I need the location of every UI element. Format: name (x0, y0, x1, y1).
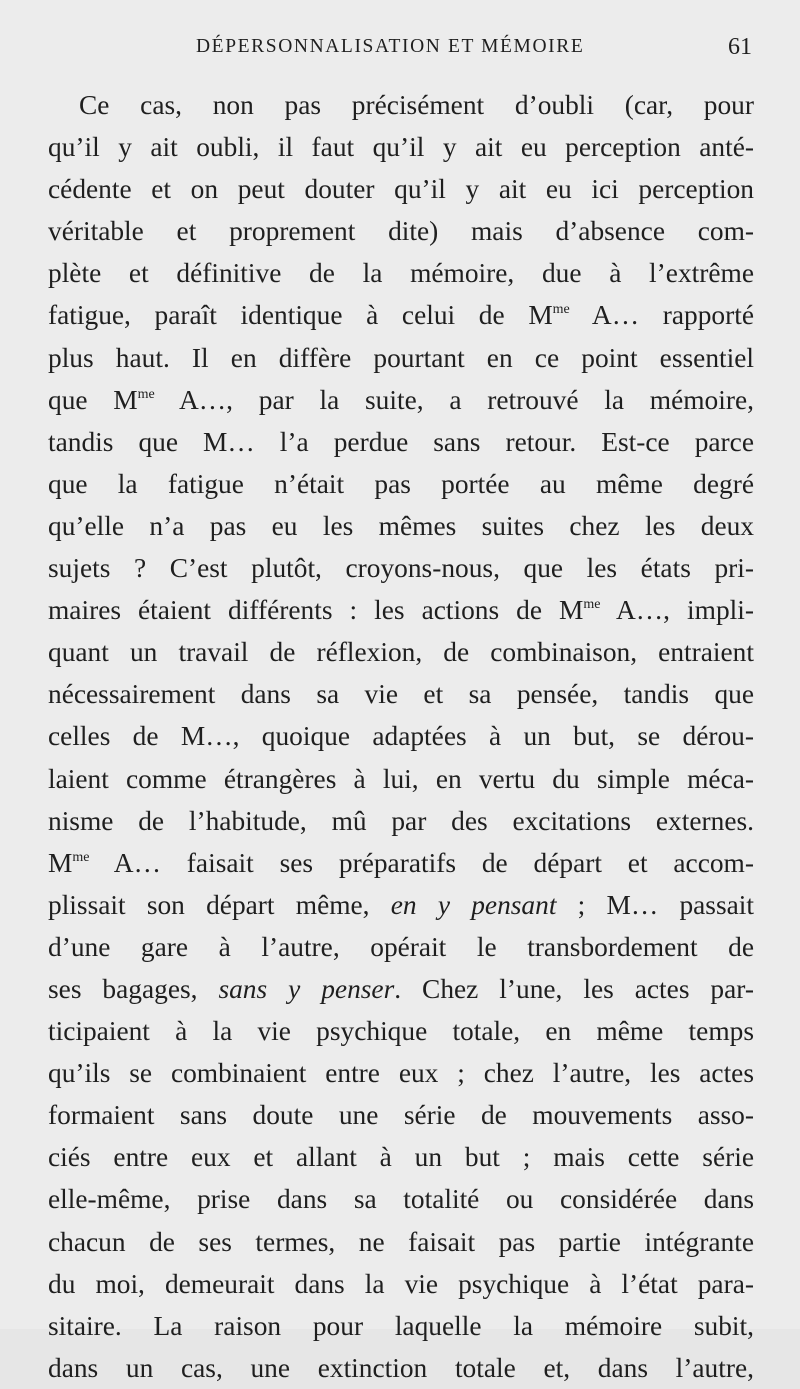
text-line (48, 589, 754, 631)
text-line (48, 252, 754, 294)
text-line (48, 1010, 754, 1052)
text-segment: nécessairement dans sa vie et sa pensée, tandis que (48, 679, 754, 710)
text-segment: celles de M…, quoique adaptées à un but, se dérou- (48, 721, 754, 752)
text-segment: laient comme étrangères à lui, en vertu du simple méca- (48, 763, 754, 794)
text-line (48, 379, 754, 421)
running-head (0, 36, 800, 66)
text-segment: ; M… passait (556, 889, 755, 920)
text-segment: que M (48, 384, 138, 415)
text-segment: quant un travail de réflexion, de combinaison, entraient (48, 637, 754, 668)
text-segment: que la fatigue n’était pas portée au même degré (48, 468, 754, 499)
superscript-abbreviation: me (72, 849, 90, 865)
running-title: DÉPERSONNALISATION ET MÉMOIRE (196, 36, 585, 57)
text-segment: A…, impli- (600, 595, 754, 626)
text-segment: M (48, 847, 73, 878)
text-line (48, 84, 754, 126)
text-line (48, 1052, 754, 1094)
text-line (48, 1136, 754, 1178)
text-line (48, 1263, 754, 1305)
text-line (48, 210, 754, 252)
text-line (48, 842, 754, 884)
text-segment: nisme de l’habitude, mû par des excitations externes. (48, 805, 754, 836)
text-line (48, 294, 754, 336)
text-line (48, 126, 754, 168)
text-segment: sitaire. La raison pour laquelle la mémoire subit, (48, 1310, 754, 1341)
text-line (48, 926, 754, 968)
text-segment: véritable et proprement dite) mais d’absence com- (48, 216, 754, 247)
text-segment: sujets ? C’est plutôt, croyons-nous, que les états pri- (48, 553, 754, 584)
text-segment: chacun de ses termes, ne faisait pas partie intégrante (48, 1226, 754, 1257)
text-segment: A…, par la suite, a retrouvé la mémoire, (154, 384, 754, 415)
text-line (48, 1094, 754, 1136)
text-segment: ses bagages, (48, 973, 219, 1004)
text-line (48, 800, 754, 842)
text-segment: du moi, demeurait dans la vie psychique à l’état para- (48, 1268, 754, 1299)
text-segment: plus haut. Il en diffère pourtant en ce point essentiel (48, 342, 754, 373)
text-line (48, 968, 754, 1010)
text-line (48, 1305, 754, 1347)
text-segment: ticipaient à la vie psychique totale, en même temps (48, 1016, 754, 1047)
superscript-abbreviation: me (583, 597, 601, 613)
text-segment: plète et définitive de la mémoire, due à l’extrême (48, 258, 754, 289)
text-line (48, 168, 754, 210)
body-text (48, 84, 754, 1389)
text-line (48, 758, 754, 800)
text-segment: Ce cas, non pas précisément d’oubli (car, pour (79, 90, 754, 120)
text-segment: formaient sans doute une série de mouvements asso- (48, 1100, 754, 1131)
text-segment: ciés entre eux et allant à un but ; mais cette série (48, 1142, 754, 1173)
text-segment: d’une gare à l’autre, opérait le transbordement de (48, 931, 754, 962)
text-line (48, 884, 754, 926)
text-line (48, 463, 754, 505)
italic-phrase: en y pensant (390, 889, 557, 920)
text-segment: . Chez l’une, les actes par- (394, 973, 754, 1004)
superscript-abbreviation: me (552, 302, 570, 318)
text-line (48, 421, 754, 463)
text-segment: A… faisait ses préparatifs de départ et accom- (89, 847, 754, 878)
text-segment: A… rapporté (569, 300, 754, 331)
text-line (48, 1347, 754, 1389)
text-segment: elle-même, prise dans sa totalité ou considérée dans (48, 1184, 754, 1215)
superscript-abbreviation: me (137, 386, 155, 402)
text-line (48, 547, 754, 589)
text-line (48, 673, 754, 715)
italic-phrase: sans y penser (218, 973, 395, 1004)
text-segment: dans un cas, une extinction totale et, dans l’autre, (48, 1352, 754, 1383)
text-line (48, 715, 754, 757)
text-line (48, 1221, 754, 1263)
text-segment: qu’elle n’a pas eu les mêmes suites chez les deux (48, 510, 754, 541)
text-segment: plissait son départ même, (48, 889, 391, 920)
text-segment: tandis que M… l’a perdue sans retour. Est-ce parce (48, 426, 754, 457)
text-segment: cédente et on peut douter qu’il y ait eu ici perception (48, 174, 754, 205)
text-segment: qu’ils se combinaient entre eux ; chez l’autre, les actes (48, 1058, 754, 1089)
text-line (48, 505, 754, 547)
text-segment: qu’il y ait oubli, il faut qu’il y ait eu perception anté- (48, 132, 754, 163)
text-segment: fatigue, paraît identique à celui de M (48, 300, 553, 331)
text-line (48, 631, 754, 673)
text-segment: maires étaient différents : les actions de M (48, 595, 584, 626)
text-line (48, 1178, 754, 1220)
page-number: 61 (728, 34, 752, 60)
text-line (48, 337, 754, 379)
